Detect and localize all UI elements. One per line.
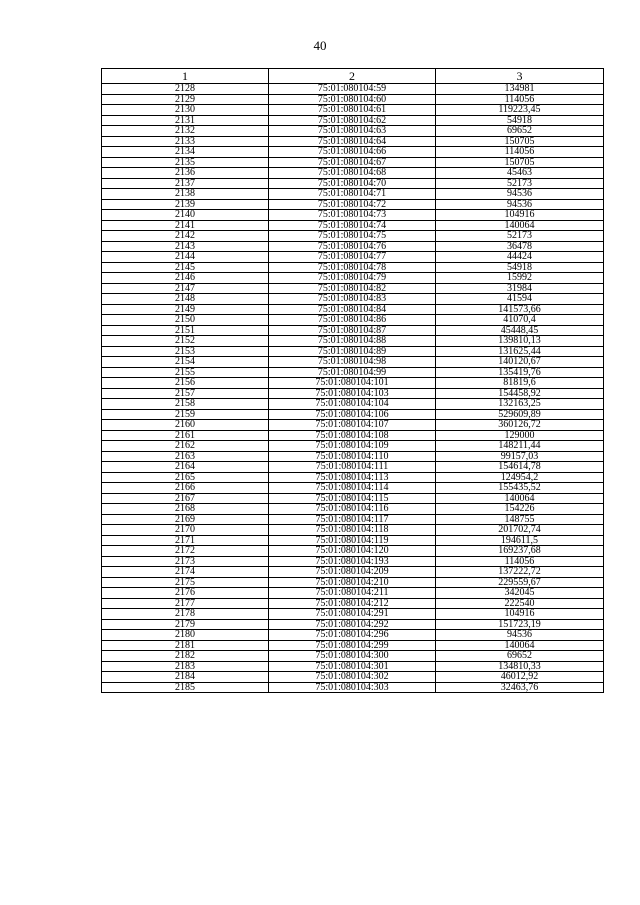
cadastral-number-cell: 75:01:080104:115 [269, 493, 436, 504]
table-row [102, 556, 604, 567]
table-row [102, 157, 604, 168]
cadastral-number-cell: 75:01:080104:110 [269, 451, 436, 462]
table-row [102, 588, 604, 599]
value-cell: 104916 [436, 210, 604, 221]
row-number-cell: 2162 [102, 441, 269, 452]
value-cell: 41594 [436, 294, 604, 305]
table-row [102, 94, 604, 105]
table-row [102, 378, 604, 389]
row-number-cell: 2133 [102, 136, 269, 147]
table-row [102, 451, 604, 462]
cadastral-number-cell: 75:01:080104:212 [269, 598, 436, 609]
table-row [102, 315, 604, 326]
table-row [102, 115, 604, 126]
value-cell: 131625,44 [436, 346, 604, 357]
cadastral-number-cell: 75:01:080104:89 [269, 346, 436, 357]
row-number-cell: 2138 [102, 189, 269, 200]
value-cell: 154614,78 [436, 462, 604, 473]
value-cell: 132163,25 [436, 399, 604, 410]
value-cell: 360126,72 [436, 420, 604, 431]
table-row [102, 441, 604, 452]
row-number-cell: 2155 [102, 367, 269, 378]
cadastral-number-cell: 75:01:080104:292 [269, 619, 436, 630]
value-cell: 119223,45 [436, 105, 604, 116]
row-number-cell: 2157 [102, 388, 269, 399]
table-row [102, 273, 604, 284]
cadastral-number-cell: 75:01:080104:211 [269, 588, 436, 599]
row-number-cell: 2149 [102, 304, 269, 315]
value-cell: 104916 [436, 609, 604, 620]
table-row [102, 168, 604, 179]
row-number-cell: 2179 [102, 619, 269, 630]
row-number-cell: 2148 [102, 294, 269, 305]
table-row [102, 577, 604, 588]
row-number-cell: 2175 [102, 577, 269, 588]
cadastral-number-cell: 75:01:080104:73 [269, 210, 436, 221]
value-cell: 94536 [436, 199, 604, 210]
table-row [102, 105, 604, 116]
table-row [102, 388, 604, 399]
row-number-cell: 2180 [102, 630, 269, 641]
value-cell: 134810,33 [436, 661, 604, 672]
table-row [102, 409, 604, 420]
row-number-cell: 2184 [102, 672, 269, 683]
cadastral-number-cell: 75:01:080104:63 [269, 126, 436, 137]
value-cell: 154458,92 [436, 388, 604, 399]
value-cell: 201702,74 [436, 525, 604, 536]
table-row [102, 630, 604, 641]
value-cell: 229559,67 [436, 577, 604, 588]
value-cell: 139810,13 [436, 336, 604, 347]
row-number-cell: 2158 [102, 399, 269, 410]
value-cell: 45463 [436, 168, 604, 179]
table-row [102, 525, 604, 536]
row-number-cell: 2166 [102, 483, 269, 494]
cadastral-number-cell: 75:01:080104:82 [269, 283, 436, 294]
value-cell: 150705 [436, 157, 604, 168]
row-number-cell: 2154 [102, 357, 269, 368]
cadastral-number-cell: 75:01:080104:107 [269, 420, 436, 431]
row-number-cell: 2153 [102, 346, 269, 357]
row-number-cell: 2169 [102, 514, 269, 525]
value-cell: 154226 [436, 504, 604, 515]
value-cell: 137222,72 [436, 567, 604, 578]
cadastral-number-cell: 75:01:080104:66 [269, 147, 436, 158]
table-row [102, 199, 604, 210]
value-cell: 31984 [436, 283, 604, 294]
value-cell: 140120,67 [436, 357, 604, 368]
cadastral-number-cell: 75:01:080104:99 [269, 367, 436, 378]
cadastral-number-cell: 75:01:080104:76 [269, 241, 436, 252]
row-number-cell: 2151 [102, 325, 269, 336]
row-number-cell: 2150 [102, 315, 269, 326]
row-number-cell: 2181 [102, 640, 269, 651]
table-row [102, 462, 604, 473]
value-cell: 114056 [436, 147, 604, 158]
cadastral-number-cell: 75:01:080104:113 [269, 472, 436, 483]
row-number-cell: 2168 [102, 504, 269, 515]
row-number-cell: 2147 [102, 283, 269, 294]
table-row [102, 136, 604, 147]
cadastral-number-cell: 75:01:080104:111 [269, 462, 436, 473]
value-cell: 129000 [436, 430, 604, 441]
value-cell: 36478 [436, 241, 604, 252]
value-cell: 54918 [436, 115, 604, 126]
value-cell: 529609,89 [436, 409, 604, 420]
table-row [102, 661, 604, 672]
value-cell: 342045 [436, 588, 604, 599]
table-row [102, 294, 604, 305]
row-number-cell: 2161 [102, 430, 269, 441]
value-cell: 15992 [436, 273, 604, 284]
value-cell: 94536 [436, 630, 604, 641]
cadastral-number-cell: 75:01:080104:193 [269, 556, 436, 567]
value-cell: 169237,68 [436, 546, 604, 557]
cadastral-number-cell: 75:01:080104:120 [269, 546, 436, 557]
table-row [102, 619, 604, 630]
row-number-cell: 2164 [102, 462, 269, 473]
value-cell: 222540 [436, 598, 604, 609]
row-number-cell: 2172 [102, 546, 269, 557]
value-cell: 44424 [436, 252, 604, 263]
value-cell: 155435,52 [436, 483, 604, 494]
cadastral-number-cell: 75:01:080104:303 [269, 682, 436, 693]
cadastral-number-cell: 75:01:080104:210 [269, 577, 436, 588]
row-number-cell: 2167 [102, 493, 269, 504]
cadastral-number-cell: 75:01:080104:98 [269, 357, 436, 368]
row-number-cell: 2165 [102, 472, 269, 483]
value-cell: 41070,4 [436, 315, 604, 326]
table-row [102, 672, 604, 683]
value-cell: 94536 [436, 189, 604, 200]
table-row [102, 598, 604, 609]
cadastral-number-cell: 75:01:080104:291 [269, 609, 436, 620]
table-row [102, 252, 604, 263]
row-number-cell: 2173 [102, 556, 269, 567]
cadastral-number-cell: 75:01:080104:84 [269, 304, 436, 315]
cadastral-number-cell: 75:01:080104:87 [269, 325, 436, 336]
row-number-cell: 2176 [102, 588, 269, 599]
row-number-cell: 2135 [102, 157, 269, 168]
row-number-cell: 2171 [102, 535, 269, 546]
column-header-3: 3 [436, 69, 604, 84]
value-cell: 140064 [436, 220, 604, 231]
cadastral-number-cell: 75:01:080104:83 [269, 294, 436, 305]
cadastral-number-cell: 75:01:080104:68 [269, 168, 436, 179]
row-number-cell: 2185 [102, 682, 269, 693]
row-number-cell: 2130 [102, 105, 269, 116]
value-cell: 148211,44 [436, 441, 604, 452]
cadastral-number-cell: 75:01:080104:114 [269, 483, 436, 494]
value-cell: 69652 [436, 126, 604, 137]
value-cell: 54918 [436, 262, 604, 273]
cadastral-number-cell: 75:01:080104:86 [269, 315, 436, 326]
row-number-cell: 2139 [102, 199, 269, 210]
cadastral-number-cell: 75:01:080104:88 [269, 336, 436, 347]
row-number-cell: 2144 [102, 252, 269, 263]
value-cell: 140064 [436, 640, 604, 651]
value-cell: 148755 [436, 514, 604, 525]
table-row [102, 189, 604, 200]
row-number-cell: 2128 [102, 84, 269, 95]
table-row [102, 304, 604, 315]
table-row [102, 651, 604, 662]
table-row [102, 241, 604, 252]
value-cell: 151723,19 [436, 619, 604, 630]
table-row [102, 535, 604, 546]
cadastral-number-cell: 75:01:080104:77 [269, 252, 436, 263]
row-number-cell: 2131 [102, 115, 269, 126]
table-row [102, 493, 604, 504]
table-row [102, 399, 604, 410]
cadastral-number-cell: 75:01:080104:67 [269, 157, 436, 168]
cadastral-number-cell: 75:01:080104:109 [269, 441, 436, 452]
cadastral-number-cell: 75:01:080104:71 [269, 189, 436, 200]
table-row [102, 178, 604, 189]
table-row [102, 420, 604, 431]
row-number-cell: 2146 [102, 273, 269, 284]
row-number-cell: 2156 [102, 378, 269, 389]
cadastral-number-cell: 75:01:080104:78 [269, 262, 436, 273]
row-number-cell: 2136 [102, 168, 269, 179]
cadastral-number-cell: 75:01:080104:75 [269, 231, 436, 242]
cadastral-number-cell: 75:01:080104:70 [269, 178, 436, 189]
row-number-cell: 2141 [102, 220, 269, 231]
row-number-cell: 2129 [102, 94, 269, 105]
row-number-cell: 2177 [102, 598, 269, 609]
value-cell: 81819,6 [436, 378, 604, 389]
cadastral-number-cell: 75:01:080104:209 [269, 567, 436, 578]
cadastral-number-cell: 75:01:080104:60 [269, 94, 436, 105]
row-number-cell: 2178 [102, 609, 269, 620]
cadastral-number-cell: 75:01:080104:118 [269, 525, 436, 536]
value-cell: 46012,92 [436, 672, 604, 683]
row-number-cell: 2170 [102, 525, 269, 536]
cadastral-number-cell: 75:01:080104:61 [269, 105, 436, 116]
table-row [102, 430, 604, 441]
cadastral-number-cell: 75:01:080104:301 [269, 661, 436, 672]
table-header [102, 69, 604, 84]
table-row [102, 325, 604, 336]
cadastral-number-cell: 75:01:080104:106 [269, 409, 436, 420]
value-cell: 124954,2 [436, 472, 604, 483]
table-row [102, 220, 604, 231]
cadastral-number-cell: 75:01:080104:108 [269, 430, 436, 441]
table-row [102, 483, 604, 494]
row-number-cell: 2140 [102, 210, 269, 221]
row-number-cell: 2132 [102, 126, 269, 137]
table-row [102, 567, 604, 578]
cadastral-number-cell: 75:01:080104:117 [269, 514, 436, 525]
value-cell: 134981 [436, 84, 604, 95]
row-number-cell: 2142 [102, 231, 269, 242]
row-number-cell: 2160 [102, 420, 269, 431]
value-cell: 135419,76 [436, 367, 604, 378]
row-number-cell: 2182 [102, 651, 269, 662]
table-row [102, 231, 604, 242]
row-number-cell: 2174 [102, 567, 269, 578]
cadastral-number-cell: 75:01:080104:119 [269, 535, 436, 546]
cadastral-number-cell: 75:01:080104:62 [269, 115, 436, 126]
value-cell: 69652 [436, 651, 604, 662]
column-header-1: 1 [102, 69, 269, 84]
row-number-cell: 2145 [102, 262, 269, 273]
table-row [102, 283, 604, 294]
table-row [102, 504, 604, 515]
table-row [102, 262, 604, 273]
cadastral-number-cell: 75:01:080104:299 [269, 640, 436, 651]
table-row [102, 514, 604, 525]
table-row [102, 609, 604, 620]
table-row [102, 84, 604, 95]
cadastral-number-cell: 75:01:080104:302 [269, 672, 436, 683]
value-cell: 45448,45 [436, 325, 604, 336]
cadastral-number-cell: 75:01:080104:101 [269, 378, 436, 389]
row-number-cell: 2152 [102, 336, 269, 347]
row-number-cell: 2163 [102, 451, 269, 462]
table-row [102, 147, 604, 158]
value-cell: 52173 [436, 178, 604, 189]
table-row [102, 357, 604, 368]
cadastral-number-cell: 75:01:080104:296 [269, 630, 436, 641]
row-number-cell: 2183 [102, 661, 269, 672]
value-cell: 150705 [436, 136, 604, 147]
cadastral-number-cell: 75:01:080104:116 [269, 504, 436, 515]
column-header-2: 2 [269, 69, 436, 84]
table-row [102, 126, 604, 137]
value-cell: 140064 [436, 493, 604, 504]
value-cell: 99157,03 [436, 451, 604, 462]
row-number-cell: 2159 [102, 409, 269, 420]
cadastral-number-cell: 75:01:080104:64 [269, 136, 436, 147]
cadastral-number-cell: 75:01:080104:103 [269, 388, 436, 399]
cadastral-number-cell: 75:01:080104:74 [269, 220, 436, 231]
value-cell: 194611,5 [436, 535, 604, 546]
row-number-cell: 2137 [102, 178, 269, 189]
data-table [101, 68, 604, 693]
table-header-row [102, 69, 604, 84]
value-cell: 141573,66 [436, 304, 604, 315]
table-row [102, 472, 604, 483]
cadastral-number-cell: 75:01:080104:72 [269, 199, 436, 210]
table-row [102, 210, 604, 221]
cadastral-number-cell: 75:01:080104:300 [269, 651, 436, 662]
value-cell: 32463,76 [436, 682, 604, 693]
table-row [102, 682, 604, 693]
cadastral-number-cell: 75:01:080104:59 [269, 84, 436, 95]
table-body [102, 84, 604, 693]
table-row [102, 640, 604, 651]
value-cell: 114056 [436, 94, 604, 105]
row-number-cell: 2134 [102, 147, 269, 158]
cadastral-number-cell: 75:01:080104:79 [269, 273, 436, 284]
table-row [102, 336, 604, 347]
row-number-cell: 2143 [102, 241, 269, 252]
value-cell: 114056 [436, 556, 604, 567]
cadastral-number-cell: 75:01:080104:104 [269, 399, 436, 410]
table-row [102, 346, 604, 357]
page-number: 40 [313, 38, 327, 53]
value-cell: 52173 [436, 231, 604, 242]
table-row [102, 546, 604, 557]
table-row [102, 367, 604, 378]
